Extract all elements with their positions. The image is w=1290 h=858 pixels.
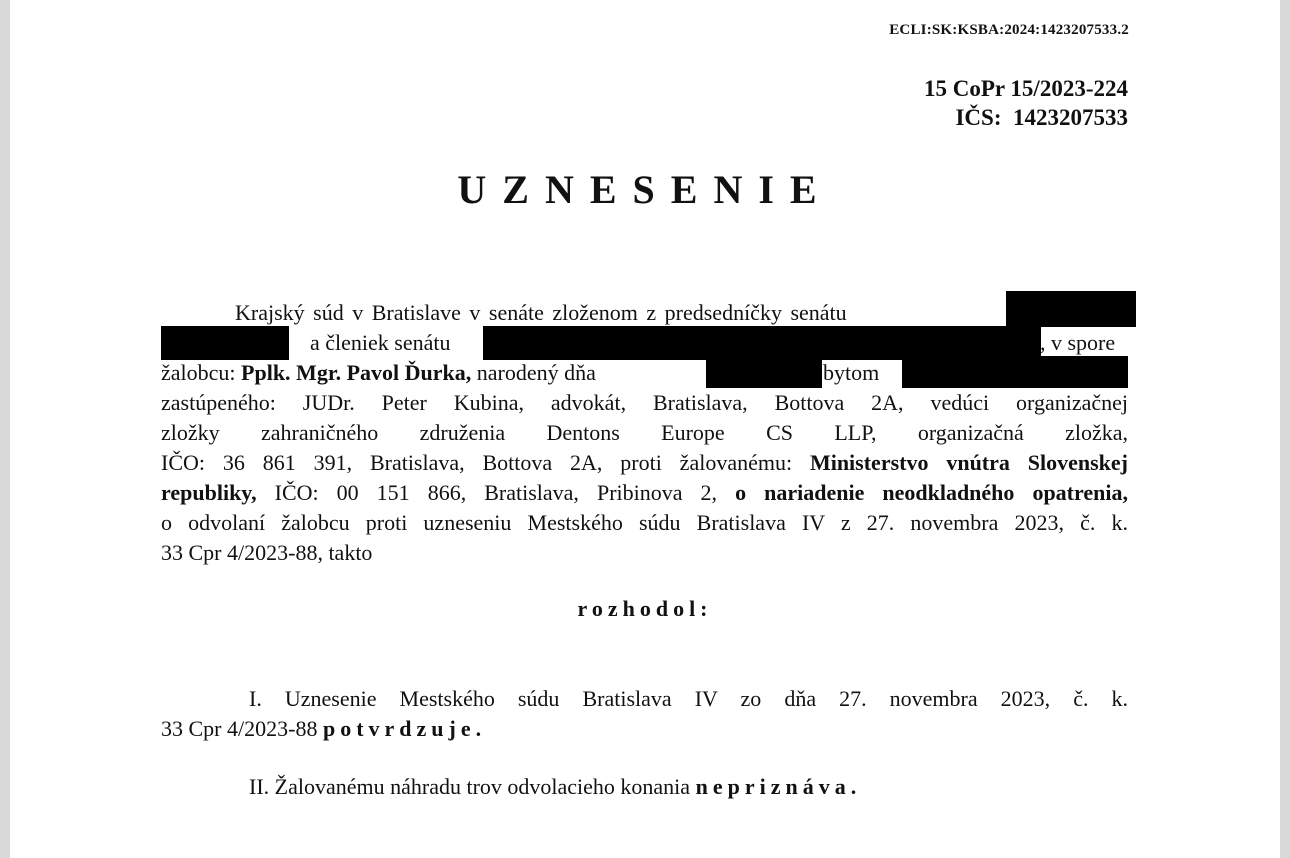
ics-number: IČS: 1423207533 — [955, 105, 1128, 130]
subject-of-proceedings: o nariadenie neodkladného opatrenia, — [735, 480, 1128, 505]
intro-line-8: o odvolaní žalobcu proti uzneseniu Mestského súdu Bratislava IV z 27. novembra 2023, č. k. — [161, 510, 1128, 535]
redaction-box — [902, 356, 1128, 388]
case-numbers — [924, 74, 1128, 132]
intro-text-3d: bytom — [823, 360, 880, 385]
defendant-name: Ministerstvo vnútra Slovenskej — [809, 450, 1128, 475]
intro-line-6 — [161, 448, 1128, 478]
verdict-2-text: II. Žalovanému náhradu trov odvolacieho konania — [249, 774, 696, 799]
verdict-1-text: I. Uznesenie Mestského súdu Bratislava IV zo dňa 27. novembra 2023, č. k. — [249, 686, 1128, 711]
intro-text-2b: , v spore — [1040, 330, 1116, 355]
verdict-1-line-2 — [161, 714, 1128, 744]
redaction-box — [483, 326, 1041, 360]
redaction-box — [706, 356, 822, 388]
ecli-identifier: ECLI:SK:KSBA:2024:1423207533.2 — [889, 22, 1129, 38]
intro-line-3-bytom — [823, 358, 879, 388]
intro-text-2a: a členiek senátu — [310, 330, 451, 355]
intro-line-1 — [161, 298, 1128, 328]
verdict-1-ruling: potvrdzuje. — [322, 716, 487, 741]
intro-line-9: 33 Cpr 4/2023-88, takto — [161, 540, 373, 565]
verdict-2 — [249, 772, 861, 802]
intro-line-2 — [310, 328, 451, 358]
intro-line-4: zastúpeného: JUDr. Peter Kubina, advokát, Bratislava, Bottova 2A, vedúci organizačnej — [161, 390, 1128, 415]
decision-heading: rozhodol: — [577, 596, 713, 621]
verdict-1-case: 33 Cpr 4/2023-88 — [161, 716, 323, 741]
intro-line-5: zložky zahraničného združenia Dentons Europe CS LLP, organizačná zložka, — [161, 420, 1128, 445]
intro-text-1: Krajský súd v Bratislave v senáte zloženom z predsedníčky senátu — [235, 300, 847, 325]
redaction-box — [1006, 291, 1136, 327]
document-title: UZNESENIE — [457, 167, 833, 212]
verdict-1-line-1 — [249, 684, 1128, 714]
redaction-box — [161, 326, 289, 360]
verdict-2-ruling: nepriznáva. — [695, 774, 862, 799]
intro-text-7b: IČO: 00 151 866, Bratislava, Pribinova 2, — [256, 480, 736, 505]
intro-line-3 — [161, 358, 596, 388]
page-edge-left — [0, 0, 10, 858]
intro-line-2-end — [1040, 328, 1130, 358]
defendant-name-end: republiky, — [161, 480, 257, 505]
intro-text-3a: žalobcu: — [161, 360, 242, 385]
intro-text-6a: IČO: 36 861 391, Bratislava, Bottova 2A, proti žalovanému: — [161, 450, 810, 475]
intro-line-7 — [161, 478, 1128, 508]
plaintiff-name: Pplk. Mgr. Pavol Ďurka, — [241, 360, 472, 385]
intro-text-3c: narodený dňa — [471, 360, 596, 385]
file-number: 15 CoPr 15/2023-224 — [923, 76, 1128, 101]
page-edge-right — [1280, 0, 1290, 858]
